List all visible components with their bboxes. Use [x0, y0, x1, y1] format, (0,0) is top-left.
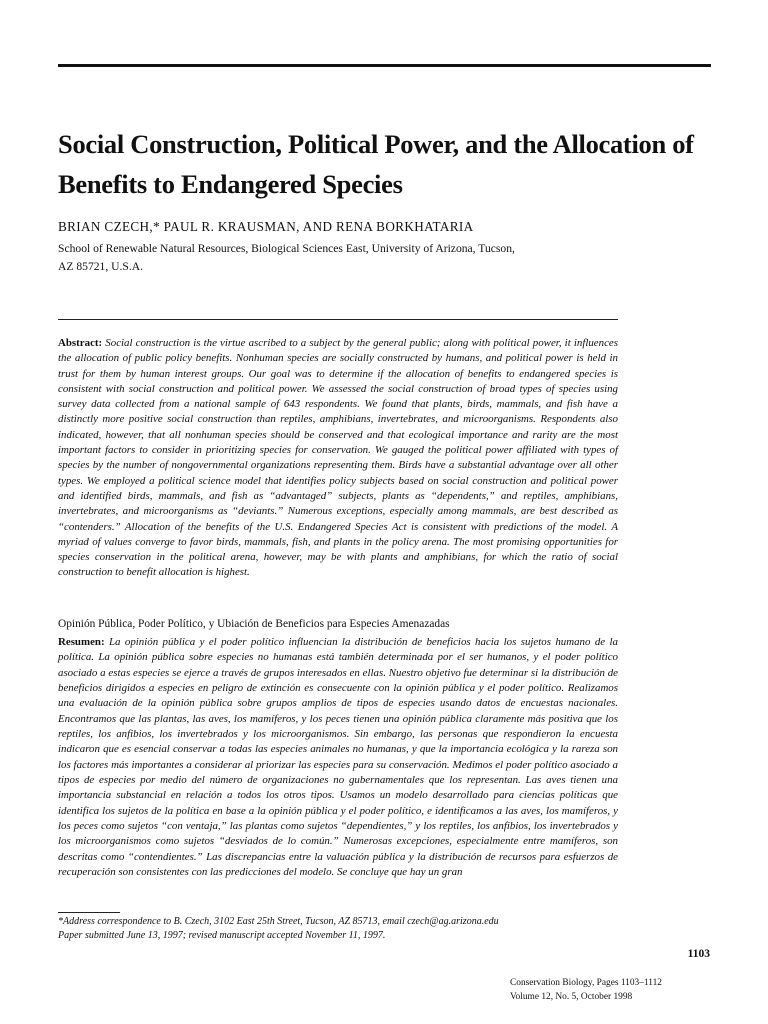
footnotes: [58, 915, 618, 942]
correspondence-note: *Address correspondence to B. Czech, 3102 East 25th Street, Tucson, AZ 85713, email czech@ag.arizona.edu: [58, 916, 499, 927]
affiliation: [58, 240, 618, 276]
top-rule: [58, 64, 711, 67]
resumen: [58, 635, 618, 881]
journal-citation: [510, 977, 710, 1004]
citation-line-1: Conservation Biology, Pages 1103–1112: [510, 978, 662, 988]
article-title: Social Construction, Political Power, and the Allocation of Benefits to Endangered Species: [58, 129, 694, 199]
submission-note: Paper submitted June 13, 1997; revised manuscript accepted November 11, 1997.: [58, 929, 386, 941]
resumen-text: La opinión pública y el poder político influencian la distribución de beneficios hacia los sujetos humano de la política. La opinión pública sobre especies no humanas está también determinada por el ser humanos, y el poder político asociado a estas especies se ejerce a través de grupos interesados en ellas. Nuestro objetivo fue determinar si la distribución de beneficios dirigidos a especies en peligro de extinción es consecuente con la opinión pública y el poder político. Realizamos una evaluación de la opinión pública sobre grupos amplios de tipos de especies usando datos de encuestas nacionales. Encontramos que las plantas, las aves, los mamíferos, y los peces tienen una opinión pública claramente más positiva que los reptiles, los anfibios, los invertebrados y los microorganismos. Sin embargo, las personas que respondieron la encuesta indicaron que es esencial conservar a todas las especies animales no humanas, y que la importancia ecológica y la rareza son los factores más importantes a considerar al priorizar las especies para su conservación. Medimos el poder político asociado a tipos de especies por medio del número de organizaciones no gubernamentales que los representan. Las aves tienen una importancia substancial en relación a todos los otros tipos. Usamos un modelo desarrollado para ciencias políticas que identifica los sujetos de la política en base a la opinión pública y el poder político, e identificamos a las aves, los mamíferos, y los peces como sujetos “con ventaja,” las plantas como sujetos “dependientes,” y los reptiles, los anfibios, los invertebrados y los microorganismos como sujetos “desviados de lo común.” Numerosas excepciones, especialmente entre mamíferos, son descritas como “contendientes.” Las discrepancias entre la valuación pública y la distribución de recursos para esfuerzos de recuperación son consistentes con las predicciones del modelo. Se concluye que hay un gran: [58, 636, 618, 879]
abstract-text: Social construction is the virtue ascribed to a subject by the general public; along with political power, it influences the allocation of public policy benefits. Nonhuman species are socially constructed by humans, and political power is held in trust for them by human interest groups. Our goal was to determine if the allocation of benefits to endangered species is consistent with social construction and political power. We assessed the social construction of broad types of species using survey data collected from a national sample of 643 respondents. We found that plants, birds, mammals, and fish have a distinctly more positive social construction than reptiles, amphibians, invertebrates, and microorganisms. Respondents also indicated, however, that all nonhuman species should be conserved and that ecological importance and rarity are the most important factors to consider in prioritizing species for conservation. We gauged the political power affiliated with types of species by the number of nongovernmental organizations representing them. Birds have a substantial advantage over all other types. We employed a political science model that identifies policy subjects based on social construction and political power and identified birds, mammals, and fish as “advantaged” subjects, plants as “dependents,” and reptiles, amphibians, invertebrates, and microorganisms as “deviants.” Numerous exceptions, especially among mammals, are best described as “contenders.” Allocation of the benefits of the U.S. Endangered Species Act is consistent with predictions of the model. A myriad of values converge to favor birds, mammals, fish, and plants in the policy arena. The most promising opportunities for species conservation in the political arena, however, may be with plants and amphibians, for which the ratio of social construction to benefit allocation is highest.: [58, 337, 618, 579]
abstract-rule: [58, 319, 618, 320]
footnote-rule: [58, 912, 120, 913]
author-list: BRIAN CZECH,* PAUL R. KRAUSMAN, AND RENA BORKHATARIA: [58, 219, 474, 234]
affiliation-line-2: AZ 85721, U.S.A.: [58, 260, 144, 273]
resumen-label: Resumen:: [58, 636, 105, 648]
spanish-title: Opinión Pública, Poder Político, y Ubiación de Beneficios para Especies Amenazadas: [58, 618, 450, 630]
abstract: [58, 336, 618, 581]
abstract-label: Abstract:: [58, 337, 103, 349]
citation-line-2: Volume 12, No. 5, October 1998: [510, 991, 633, 1002]
affiliation-line-1: School of Renewable Natural Resources, Biological Sciences East, University of Arizona, Tucson,: [58, 242, 515, 255]
page-number: 1103: [687, 948, 710, 960]
